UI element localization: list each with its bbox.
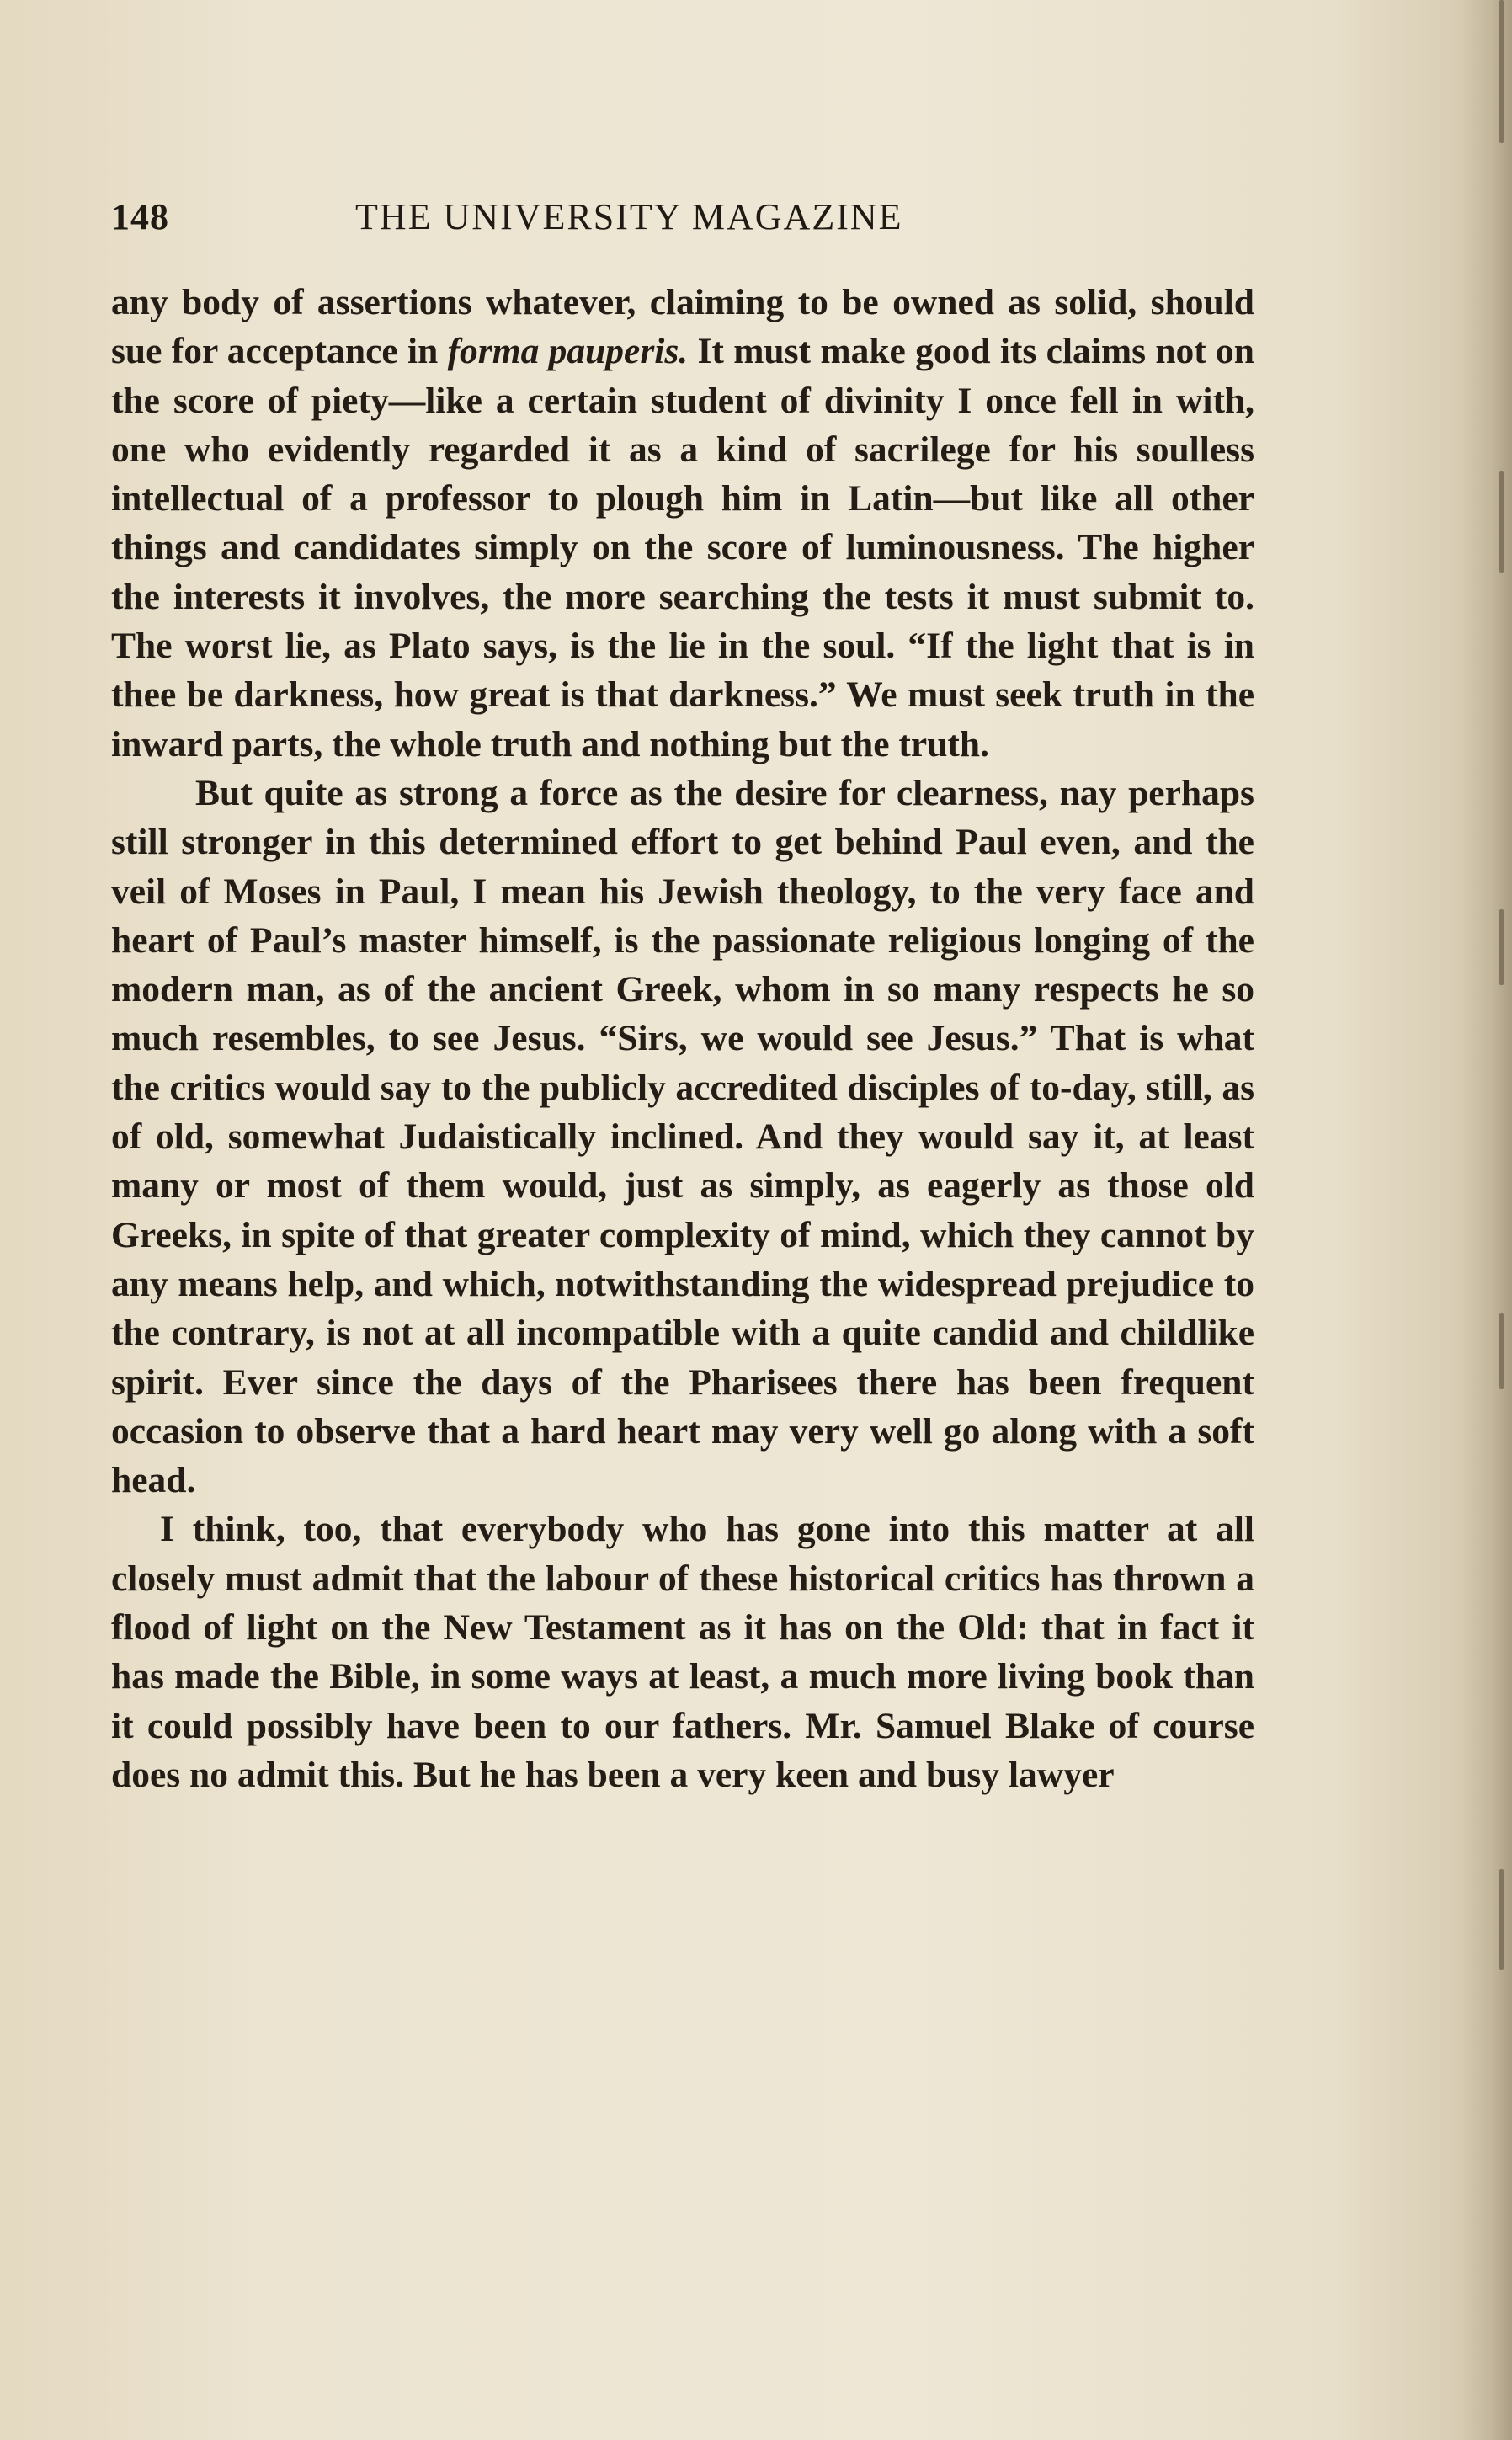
running-head: THE UNIVERSITY MAGAZINE [355, 196, 903, 237]
paragraph-3: I think, too, that everybody who has gone into this matter at all closely must admit that the labour of these historical critics has thrown a flood of light on the New Testament as it has on the Old: that in fact it has made the Bible, in some ways at least, a much more living book than it could possibly have been to our fathers. Mr. Samuel Blake of course does no admit this. But he has been a very keen and busy lawyer [111, 1509, 1254, 1795]
paragraph-1-text-a: any body of assertions whatever, claiming to be owned as solid, should sue for acceptance in [111, 282, 1254, 372]
page-edge-shadow [1461, 0, 1512, 2440]
page-edge-mark [1499, 471, 1504, 573]
page-header [111, 195, 1256, 254]
paragraph-1 [111, 278, 1254, 769]
page-number: 148 [111, 196, 169, 237]
page-edge-mark [1499, 0, 1504, 143]
paragraph-1-text-b: It must make good its claims not on the score of piety—like a certain student of divinity I once fell in with, one who evidently regarded it as a kind of sacrilege for his soulless intellectual of a professor to plough him in Latin—but like all other things and candidates simply on the score of luminousness. The higher the interests it involves, the more searching the tests it must submit to. The worst lie, as Plato says, is the lie in the soul. “If the light that is in thee be darkness, how great is that darkness.” We must seek truth in the inward parts, the whole truth and nothing but the truth. [111, 331, 1255, 764]
page-edge-mark [1499, 909, 1504, 985]
body-text [111, 278, 1254, 1799]
paragraph-2: But quite as strong a force as the desire for clearness, nay perhaps still stronger in this determined effort to get behind Paul even, and the veil of Moses in Paul, I mean his Jewish theology, to the very face and heart of Paul’s master himself, is the passionate religious longing of the modern man, as of the ancient Greek, whom in so many respects he so much resembles, to see Jesus. “Sirs, we would see Jesus.” That is what the critics would say to the publicly accredited disciples of to-day, still, as of old, somewhat Judaistically inclined. And they would say it, at least many or most of them would, just as simply, as eagerly as those old Greeks, in spite of that greater complexity of mind, which they cannot by any means help, and which, notwithstanding the widespread prejudice to the contrary, is not at all incompatible with a quite candid and childlike spirit. Ever since the days of the Pharisees there has been frequent occasion to observe that a hard heart may very well go along with a soft head. [111, 772, 1254, 1501]
paragraph-1-italic: forma pauperis. [447, 331, 689, 372]
page-edge-mark [1499, 1313, 1504, 1389]
page-edge-mark [1499, 1869, 1504, 1970]
